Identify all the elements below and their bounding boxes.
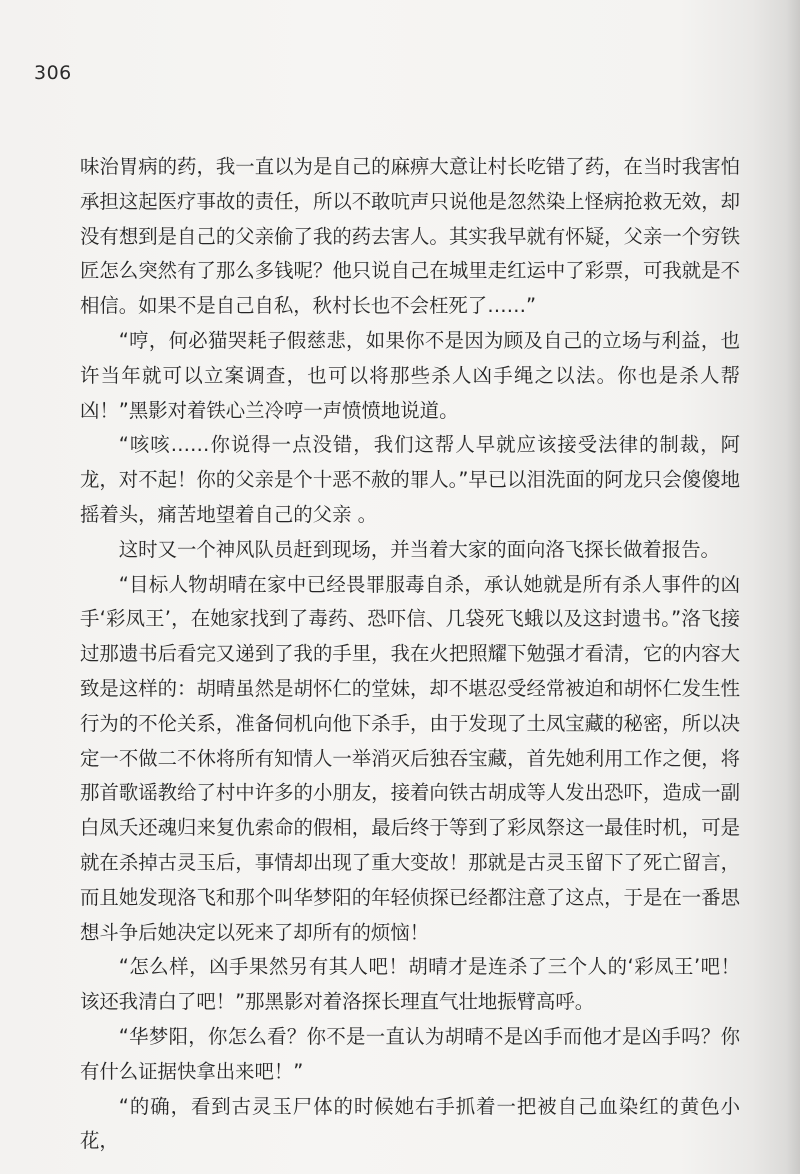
paragraph-7: “华梦阳，你怎么看？你不是一直认为胡晴不是凶手而他才是凶手吗？你有什么证据快拿出来吧！”: [80, 1024, 740, 1083]
paragraph-2: “哼，何必猫哭耗子假慈悲，如果你不是因为顾及自己的立场与利益，也许当年就可以立案调查，也可以将那些杀人凶手绳之以法。你也是杀人帮凶！”黑影对着铁心兰冷哼一声愤愤地说道。: [80, 328, 740, 422]
page-number: 306: [34, 62, 72, 84]
paragraph-1: 味治胃病的药，我一直以为是自己的麻痹大意让村长吃错了药，在当时我害怕承担这起医疗事故的责任，所以不敢吭声只说他是忽然染上怪病抢救无效，却没有想到是自己的父亲偷了我的药去害人。其实我早就有怀疑，父亲一个穷铁匠怎么突然有了那么多钱呢？他只说自己在城里走红运中了彩票，可我就是不相信。如果不是自己自私，秋村长也不会枉死了……”: [80, 155, 740, 318]
page-edge-shadow: [786, 0, 800, 1174]
paragraph-4: 这时又一个神风队员赶到现场，并当着大家的面向洛飞探长做着报告。: [118, 537, 720, 561]
paragraph-3: “咳咳……你说得一点没错，我们这帮人早就应该接受法律的制裁，阿龙，对不起！你的父亲是个十恶不赦的罪人。”早已以泪洗面的阿龙只会傻傻地摇着头，痛苦地望着自己的父亲 。: [80, 433, 740, 526]
paragraph-8: “的确，看到古灵玉尸体的时候她右手抓着一把被自己血染红的黄色小花，: [80, 1094, 740, 1153]
paragraph-5: “目标人物胡晴在家中已经畏罪服毒自杀，承认她就是所有杀人事件的凶手‘彩凤王’，在她家找到了毒药、恐吓信、几袋死飞蛾以及这封遗书。”洛飞接过那遗书后看完又递到了我的手里，我在火把照耀下勉强才看清，它的内容大致是这样的：胡晴虽然是胡怀仁的堂妹，却不堪忍受经常被迫和胡怀仁发生性行为的不伦关系，准备伺机向他下杀手，由于发现了土凤宝藏的秘密，所以决定一不做二不休将所有知情人一举消灭后独吞宝藏，首先她利用工作之便，将那首歌谣教给了村中许多的小朋友，接着向铁古胡成等人发出恐吓，造成一副白凤夭还魂归来复仇索命的假相，最后终于等到了彩凤祭这一最佳时机，可是就在杀掉古灵玉后，事情却出现了重大变故！那就是古灵玉留下了死亡留言，而且她发现洛飞和那个叫华梦阳的年轻侦探已经都注意了这点，于是在一番思想斗争后她决定以死来了却所有的烦恼！: [80, 572, 740, 944]
paragraph-6: “怎么样，凶手果然另有其人吧！胡晴才是连杀了三个人的‘彩凤王’吧！该还我清白了吧！”那黑影对着洛探长理直气壮地振臂高呼。: [80, 955, 740, 1014]
body-text: [80, 150, 740, 1159]
